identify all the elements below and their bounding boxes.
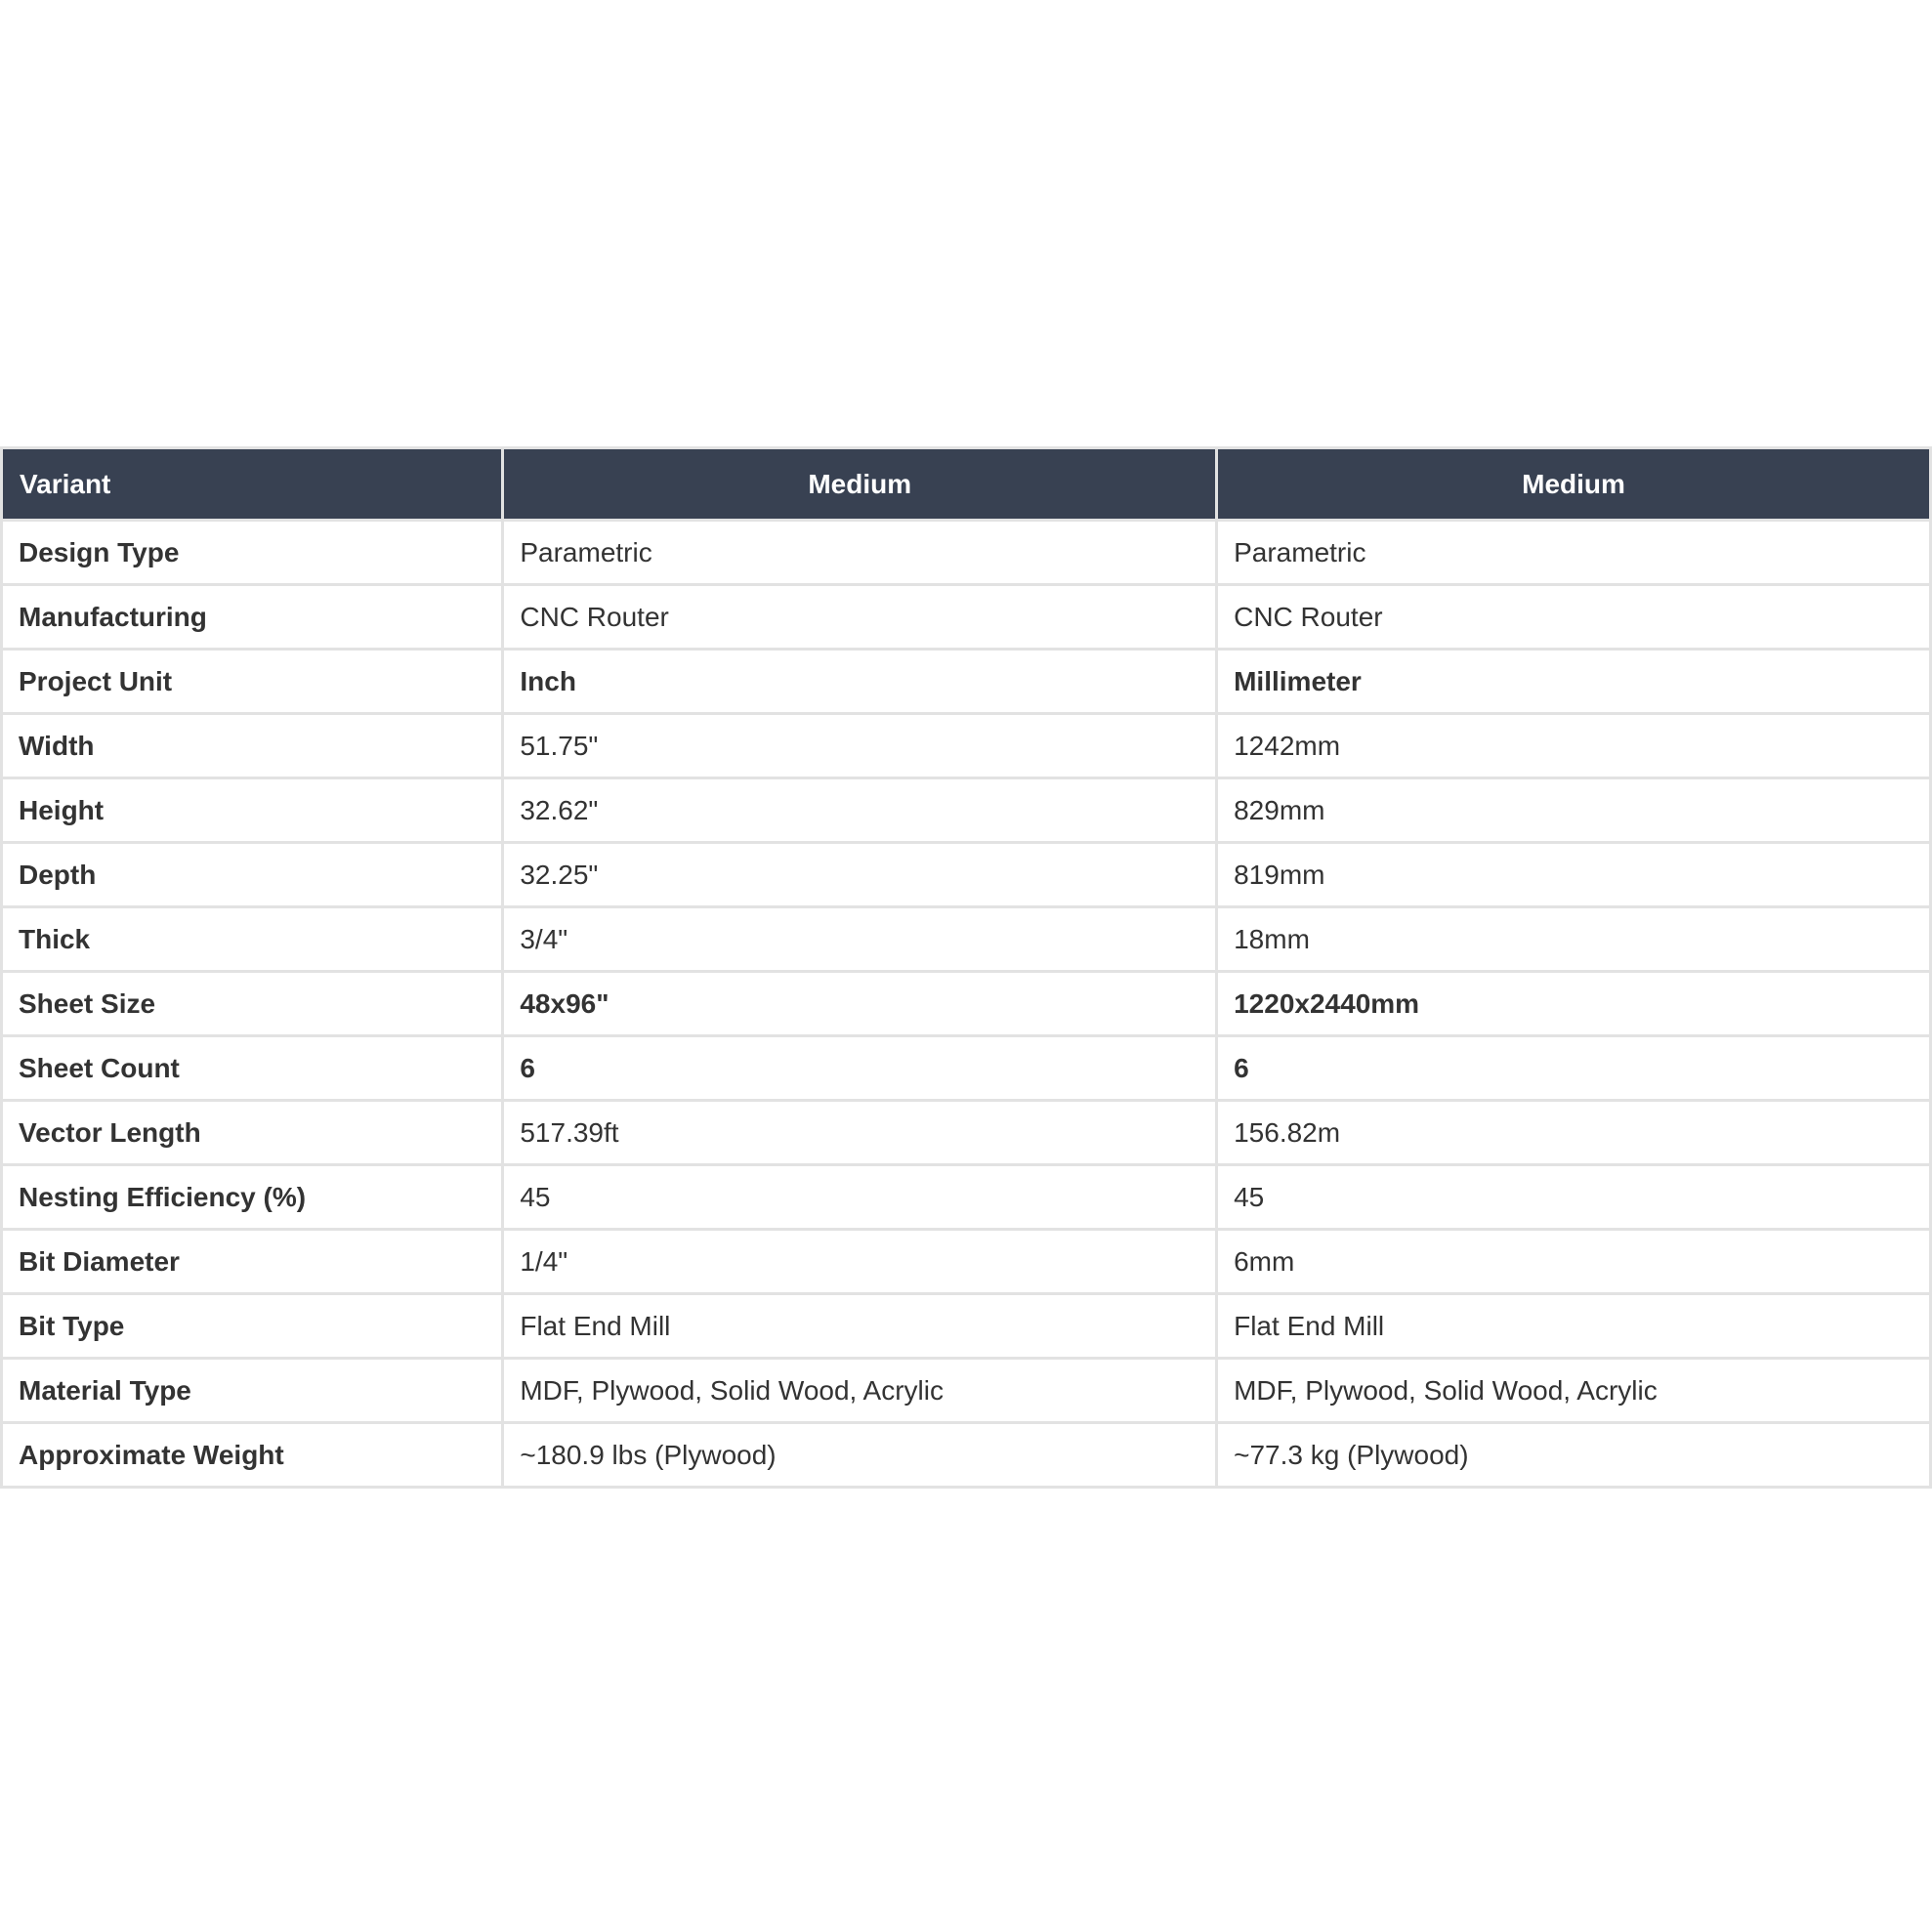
value-cell-variant-2: Millimeter (1217, 650, 1931, 714)
row-label: Sheet Size (2, 972, 503, 1036)
row-label: Height (2, 778, 503, 843)
value-cell-variant-1: MDF, Plywood, Solid Wood, Acrylic (503, 1359, 1217, 1423)
value-cell-variant-1: 48x96" (503, 972, 1217, 1036)
row-label: Bit Type (2, 1294, 503, 1359)
table-row-approximate-weight (2, 1423, 1931, 1488)
table-row-sheet-count (2, 1036, 1931, 1101)
table-row-manufacturing (2, 585, 1931, 650)
table-row-nesting-efficiency (2, 1165, 1931, 1230)
value-cell-variant-1: 51.75" (503, 714, 1217, 778)
row-label: Manufacturing (2, 585, 503, 650)
value-cell-variant-2: MDF, Plywood, Solid Wood, Acrylic (1217, 1359, 1931, 1423)
value-cell-variant-1: 6 (503, 1036, 1217, 1101)
value-cell-variant-2: CNC Router (1217, 585, 1931, 650)
row-label: Vector Length (2, 1101, 503, 1165)
header-variant-1: Medium (503, 448, 1217, 521)
row-label: Nesting Efficiency (%) (2, 1165, 503, 1230)
value-cell-variant-1: 45 (503, 1165, 1217, 1230)
value-cell-variant-1: 517.39ft (503, 1101, 1217, 1165)
row-label: Approximate Weight (2, 1423, 503, 1488)
row-label: Bit Diameter (2, 1230, 503, 1294)
table-row-material-type (2, 1359, 1931, 1423)
value-cell-variant-1: Inch (503, 650, 1217, 714)
value-cell-variant-1: 1/4" (503, 1230, 1217, 1294)
value-cell-variant-2: 1242mm (1217, 714, 1931, 778)
value-cell-variant-2: Flat End Mill (1217, 1294, 1931, 1359)
value-cell-variant-2: 1220x2440mm (1217, 972, 1931, 1036)
value-cell-variant-2: ~77.3 kg (Plywood) (1217, 1423, 1931, 1488)
table-row-height (2, 778, 1931, 843)
table-row-bit-diameter (2, 1230, 1931, 1294)
value-cell-variant-2: 156.82m (1217, 1101, 1931, 1165)
table-row-bit-type (2, 1294, 1931, 1359)
table-row-sheet-size (2, 972, 1931, 1036)
table-row-vector-length (2, 1101, 1931, 1165)
spec-comparison-table (0, 446, 1932, 1489)
row-label: Project Unit (2, 650, 503, 714)
value-cell-variant-2: 45 (1217, 1165, 1931, 1230)
row-label: Depth (2, 843, 503, 907)
header-label-cell: Variant (2, 448, 503, 521)
value-cell-variant-1: 32.62" (503, 778, 1217, 843)
header-variant-2: Medium (1217, 448, 1931, 521)
row-label: Sheet Count (2, 1036, 503, 1101)
value-cell-variant-1: Parametric (503, 521, 1217, 585)
value-cell-variant-1: 32.25" (503, 843, 1217, 907)
table-header-row (2, 448, 1931, 521)
row-label: Design Type (2, 521, 503, 585)
value-cell-variant-2: Parametric (1217, 521, 1931, 585)
table-row-thick (2, 907, 1931, 972)
table-row-width (2, 714, 1931, 778)
value-cell-variant-2: 6mm (1217, 1230, 1931, 1294)
table-row-project-unit (2, 650, 1931, 714)
value-cell-variant-1: 3/4" (503, 907, 1217, 972)
value-cell-variant-2: 819mm (1217, 843, 1931, 907)
row-label: Thick (2, 907, 503, 972)
value-cell-variant-1: Flat End Mill (503, 1294, 1217, 1359)
row-label: Material Type (2, 1359, 503, 1423)
value-cell-variant-1: CNC Router (503, 585, 1217, 650)
table-row-design-type (2, 521, 1931, 585)
value-cell-variant-2: 6 (1217, 1036, 1931, 1101)
table-row-depth (2, 843, 1931, 907)
row-label: Width (2, 714, 503, 778)
table-body (2, 521, 1931, 1488)
value-cell-variant-2: 18mm (1217, 907, 1931, 972)
value-cell-variant-2: 829mm (1217, 778, 1931, 843)
value-cell-variant-1: ~180.9 lbs (Plywood) (503, 1423, 1217, 1488)
